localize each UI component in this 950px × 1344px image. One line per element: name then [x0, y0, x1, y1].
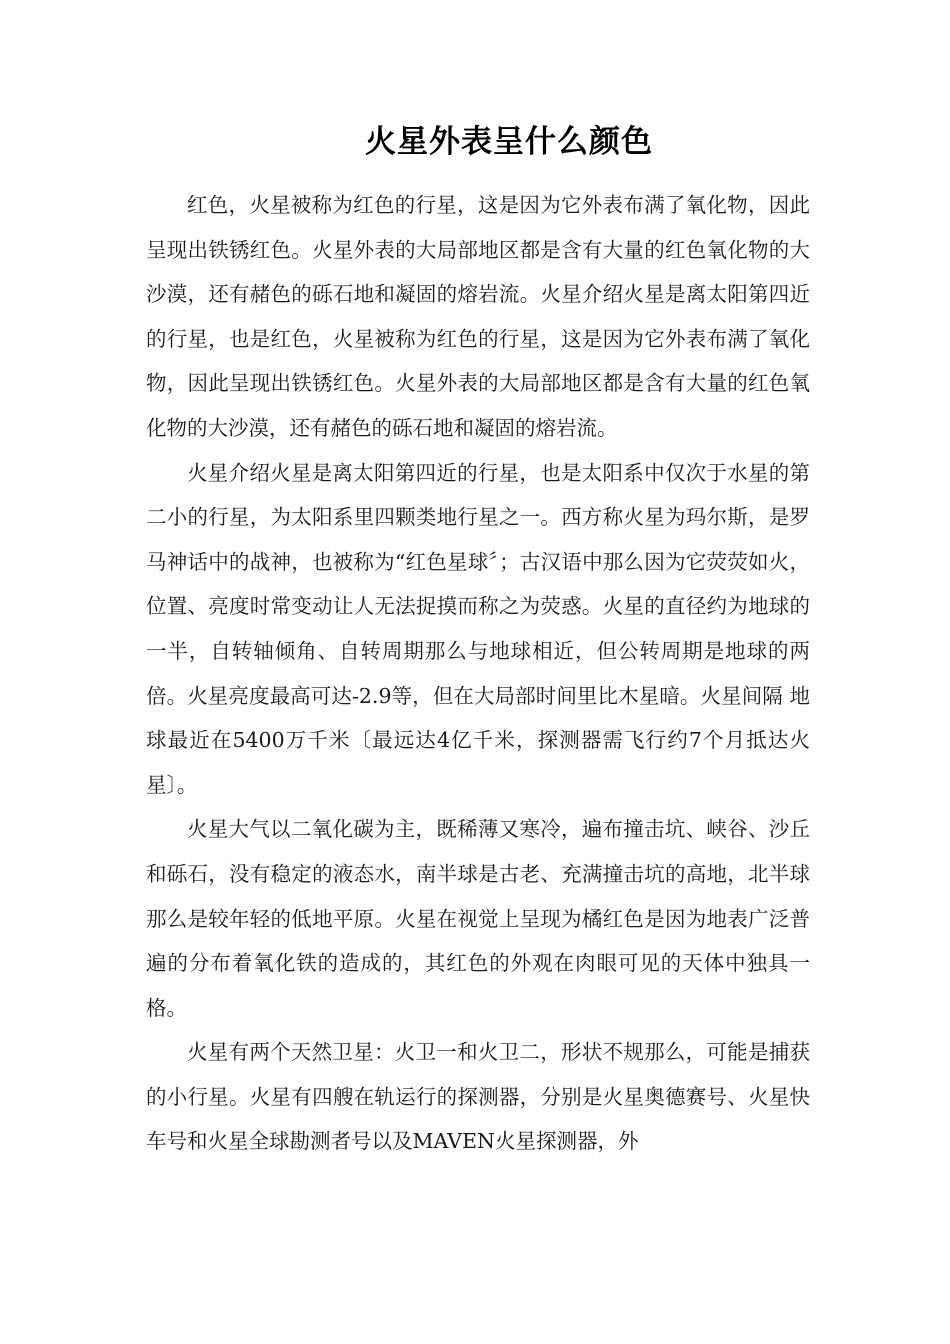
paragraph-1: 红色，火星被称为红色的行星，这是因为它外表布满了氧化物，因此呈现出铁锈红色。火星外表的大局部地区都是含有大量的红色氧化物的大沙漠，还有赭色的砾石地和凝固的熔岩流。火星介绍火星是离太阳第四近的行星，也是红色，火星被称为红色的行星，这是因为它外表布满了氧化物，因此呈现出铁锈红色。火星外表的大局部地区都是含有大量的红色氧化物的大沙漠，还有赭色的砾石地和凝固的熔岩流。	[146, 193, 810, 440]
document-title: 火星外表呈什么颜色	[365, 124, 653, 160]
paragraph-2: 火星介绍火星是离太阳第四近的行星，也是太阳系中仅次于水星的第二小的行星，为太阳系里四颗类地行星之一。西方称火星为玛尔斯，是罗马神话中的战神，也被称为“红色星球〞；古汉语中那么因为它荧荧如火，位置、亮度时常变动让人无法捉摸而称之为荧惑。火星的直径约为地球的一半，自转轴倾角、自转周期那么与地球相近，但公转周期是地球的两倍。火星亮度最高可达-2.9等，但在大局部时间里比木星暗。火星间隔 地球最近在5400万千米〔最远达4亿千米，探测器需飞行约7个月抵达火星〕。	[146, 460, 810, 797]
paragraph-4: 火星有两个天然卫星：火卫一和火卫二，形状不规那么，可能是捕获的小行星。火星有四艘在轨运行的探测器，分别是火星奥德赛号、火星快车号和火星全球勘测者号以及MAVEN火星探测器，外	[146, 1040, 810, 1154]
document-body	[146, 183, 810, 1164]
paragraph-3: 火星大气以二氧化碳为主，既稀薄又寒冷，遍布撞击坑、峡谷、沙丘和砾石，没有稳定的液态水，南半球是古老、充满撞击坑的高地，北半球那么是较年轻的低地平原。火星在视觉上呈现为橘红色是因为地表广泛普遍的分布着氧化铁的造成的，其红色的外观在肉眼可见的天体中独具一格。	[146, 817, 810, 1020]
